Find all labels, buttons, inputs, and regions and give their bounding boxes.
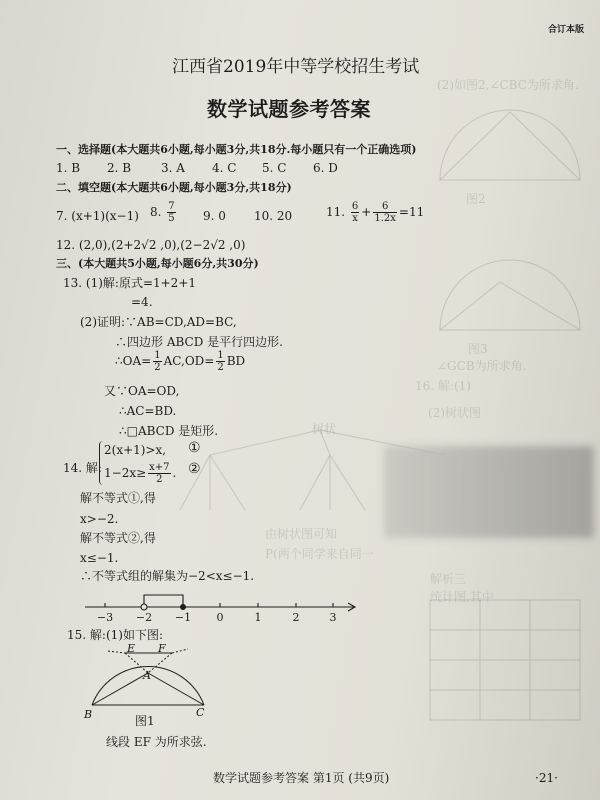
bleed-text: (2)如图2,∠CBC为所求角. [437, 78, 579, 92]
exam-title: 江西省2019年中等学校招生考试 [172, 57, 420, 77]
inequality-2: 1−2x≥ $\frac{x+7}{2}$ . [104, 462, 177, 485]
bleed-text: (2)树状图 [428, 406, 481, 420]
mc-answer: 4. C [212, 161, 237, 175]
number-line-tick-label: 3 [329, 611, 337, 624]
section-heading-1: 一、选择题(本大题共6小题,每小题3分,共18分.每小题只有一个正确选项) [56, 143, 417, 156]
open-endpoint [141, 604, 147, 610]
page-footer: 数学试题参考答案 第1页 (共9页) [213, 771, 390, 785]
inequality-1: 2(x+1)>x, [104, 443, 167, 457]
q15-line-2: 线段 EF 为所求弦. [106, 735, 207, 749]
answer-q10: 10. 20 [254, 209, 293, 223]
q13-line-8: ∴□ABCD 是矩形. [119, 424, 219, 438]
mc-answer: 6. D [313, 161, 338, 175]
q14-step-5: ∴不等式组的解集为−2<x≤−1. [80, 569, 255, 583]
q14-step-3: 解不等式②,得 [80, 531, 156, 545]
number-line-tick-label: 1 [254, 611, 262, 624]
page-title: 数学试题参考答案 [207, 97, 371, 121]
page-number: ·21· [535, 771, 558, 785]
q14-label: 14. 解: [63, 461, 102, 475]
q13-line-3: (2)证明:∵AB=CD,AD=BC, [80, 315, 237, 329]
section-heading-3: 三、(本大题共5小题,每小题6分,共30分) [56, 257, 259, 270]
q13-line-2: =4. [131, 295, 153, 309]
bleed-text: 图2 [466, 192, 486, 206]
fraction: $\frac{x+7}{2}$ [149, 462, 170, 485]
answer-q11: 11. $\frac{6}{x}$ + $\frac{6}{1.2x}$ =11 [326, 201, 425, 224]
bleed-text: P(两个同学来自同一 [265, 547, 374, 561]
q13-line-4: ∴四边形 ABCD 是平行四边形. [115, 335, 283, 349]
point-label-c: C [196, 706, 205, 719]
point-label-b: B [84, 708, 93, 721]
number-line-tick-label: −1 [174, 611, 192, 624]
bleed-text: 统计图,其中 [430, 590, 494, 604]
mc-answer: 1. B [56, 161, 81, 175]
circled-one: ① [188, 440, 201, 456]
fraction: $\frac{7}{5}$ [168, 201, 175, 224]
fraction: $\frac{6}{1.2x}$ [374, 201, 396, 224]
number-line-tick-label: −2 [135, 611, 153, 624]
blurred-region [384, 446, 594, 538]
mc-answer: 3. A [161, 161, 185, 175]
fraction: $\frac{1}{2}$ [154, 350, 161, 373]
number-line-tick-label: 2 [292, 611, 300, 624]
answer-q7: 7. (x+1)(x−1) [56, 209, 139, 223]
fraction: $\frac{1}{2}$ [217, 350, 224, 373]
circled-two: ② [188, 461, 201, 477]
q15-line-1: 15. 解:(1)如下图: [67, 628, 163, 642]
bleed-text: 图3 [468, 342, 488, 356]
closed-endpoint [180, 604, 186, 610]
q13-line-5: ∴OA= $\frac{1}{2}$ AC,OD= $\frac{1}{2}$ BD [115, 350, 246, 373]
number-line-tick-label: 0 [216, 611, 224, 624]
point-label-a: A [143, 669, 151, 682]
fraction: $\frac{6}{x}$ [351, 201, 359, 224]
bleed-text: 16. 解:(1) [415, 379, 471, 393]
section-heading-2: 二、填空题(本大题共6小题,每小题3分,共18分) [56, 181, 292, 194]
solution-interval [144, 595, 183, 607]
q14-step-1: 解不等式①,得 [80, 491, 156, 505]
edition-label: 合订本版 [548, 25, 585, 35]
bleed-text: 树状 [312, 422, 337, 436]
number-line [0, 583, 600, 623]
semicircle-figure [82, 645, 242, 725]
mc-answer: 5. C [262, 161, 287, 175]
q13-line-1: 13. (1)解:原式=1+2+1 [63, 276, 197, 290]
point-label-f: F [158, 642, 166, 655]
figure-caption: 图1 [135, 714, 155, 728]
q14-step-4: x≤−1. [80, 551, 119, 565]
bleed-text: 由树状图可知 [265, 527, 338, 541]
answer-q12: 12. (2,0),(2+2√2 ,0),(2−2√2 ,0) [56, 238, 246, 252]
number-line-tick-label: −3 [96, 611, 114, 624]
bleed-text: 解析三 [430, 572, 467, 586]
mc-answer: 2. B [107, 161, 132, 175]
point-label-e: E [127, 642, 136, 655]
q13-line-6: 又∵OA=OD, [104, 384, 180, 398]
answer-q8: 8. $\frac{7}{5}$ [150, 201, 175, 224]
answer-q9: 9. 0 [203, 209, 226, 223]
q14-step-2: x>−2. [80, 512, 119, 526]
bleed-text: ∠GCB为所求角. [437, 359, 527, 373]
q13-line-7: ∴AC=BD. [119, 404, 177, 418]
